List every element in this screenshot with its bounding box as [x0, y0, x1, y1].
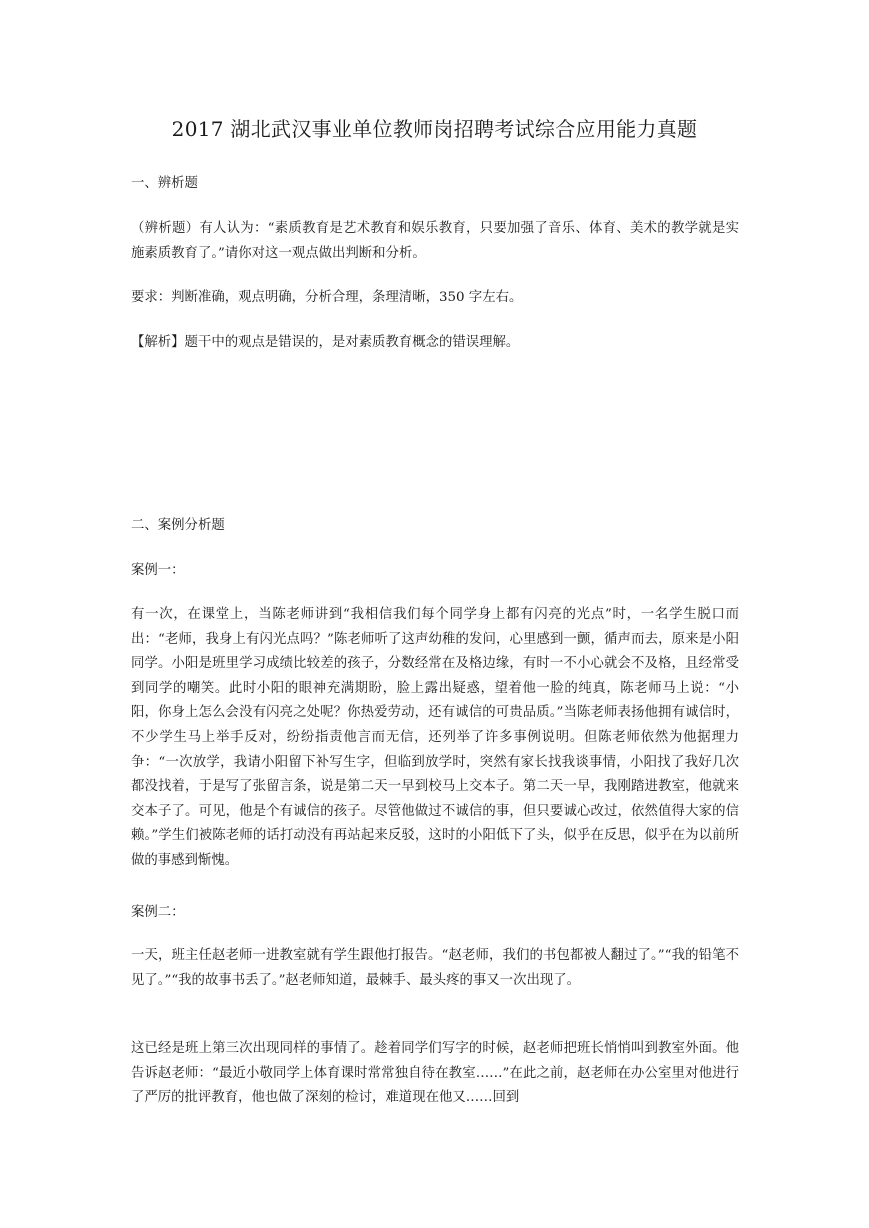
section2-heading: 二、案例分析题	[131, 518, 225, 533]
case1-label: 案例一：	[131, 563, 185, 578]
case2-text-1: 一天，班主任赵老师一进教室就有学生跟他打报告。“赵老师，我们的书包都被人翻过了。”“我的铅笔不见了。”“我的故事书丢了。”赵老师知道，最棘手、最头疼的事又一次出现了。	[131, 948, 739, 988]
document-title: 2017 湖北武汉事业单位教师岗招聘考试综合应用能力真题	[171, 117, 698, 141]
section1-analysis: 【解析】题干中的观点是错误的，是对素质教育概念的错误理解。	[131, 335, 520, 350]
section1-heading: 一、辨析题	[131, 176, 198, 191]
case2-text-2: 这已经是班上第三次出现同样的事情了。趁着同学们写字的时候，赵老师把班长悄悄叫到教室外面。他告诉赵老师：“最近小敬同学上体育课时常常独自待在教室……”在此之前，赵老师在办公室里对他进行了严厉的批评教育，他也做了深刻的检讨，难道现在他又……回到	[131, 1041, 739, 1106]
case2-label: 案例二：	[131, 905, 185, 920]
case1-text: 有一次，在课堂上，当陈老师讲到“我相信我们每个同学身上都有闪亮的光点”时，一名学生脱口而出：“老师，我身上有闪光点吗？”陈老师听了这声幼稚的发问，心里感到一颤，循声而去，原来是小阳同学。小阳是班里学习成绩比较差的孩子，分数经常在及格边缘，有时一不小心就会不及格，且经常受到同学的嘲笑。此时小阳的眼神充满期盼，脸上露出疑惑，望着他一脸的纯真，陈老师马上说：“小阳，你身上怎么会没有闪亮之处呢？你热爱劳动，还有诚信的可贵品质。”当陈老师表扬他拥有诚信时，不少学生马上举手反对，纷纷指责他言而无信，还列举了许多事例说明。但陈老师依然为他据理力争：“一次放学，我请小阳留下补写生字，但临到放学时，突然有家长找我谈事情，小阳找了我好几次都没找着，于是写了张留言条，说是第二天一早到校马上交本子。第二天一早，我刚踏进教室，他就来交本子了。可见，他是个有诚信的孩子。尽管他做过不诚信的事，但只要诚心改过，依然值得大家的信赖。”学生们被陈老师的话打动没有再站起来反驳，这时的小阳低下了头，似乎在反思，似乎在为以前所做的事感到惭愧。	[131, 607, 739, 868]
section1-requirement: 要求：判断准确，观点明确，分析合理，条理清晰，350 字左右。	[131, 290, 523, 305]
section1-question: （辨析题）有人认为：“素质教育是艺术教育和娱乐教育，只要加强了音乐、体育、美术的教学就是实施素质教育了。”请你对这一观点做出判断和分析。	[131, 221, 739, 261]
